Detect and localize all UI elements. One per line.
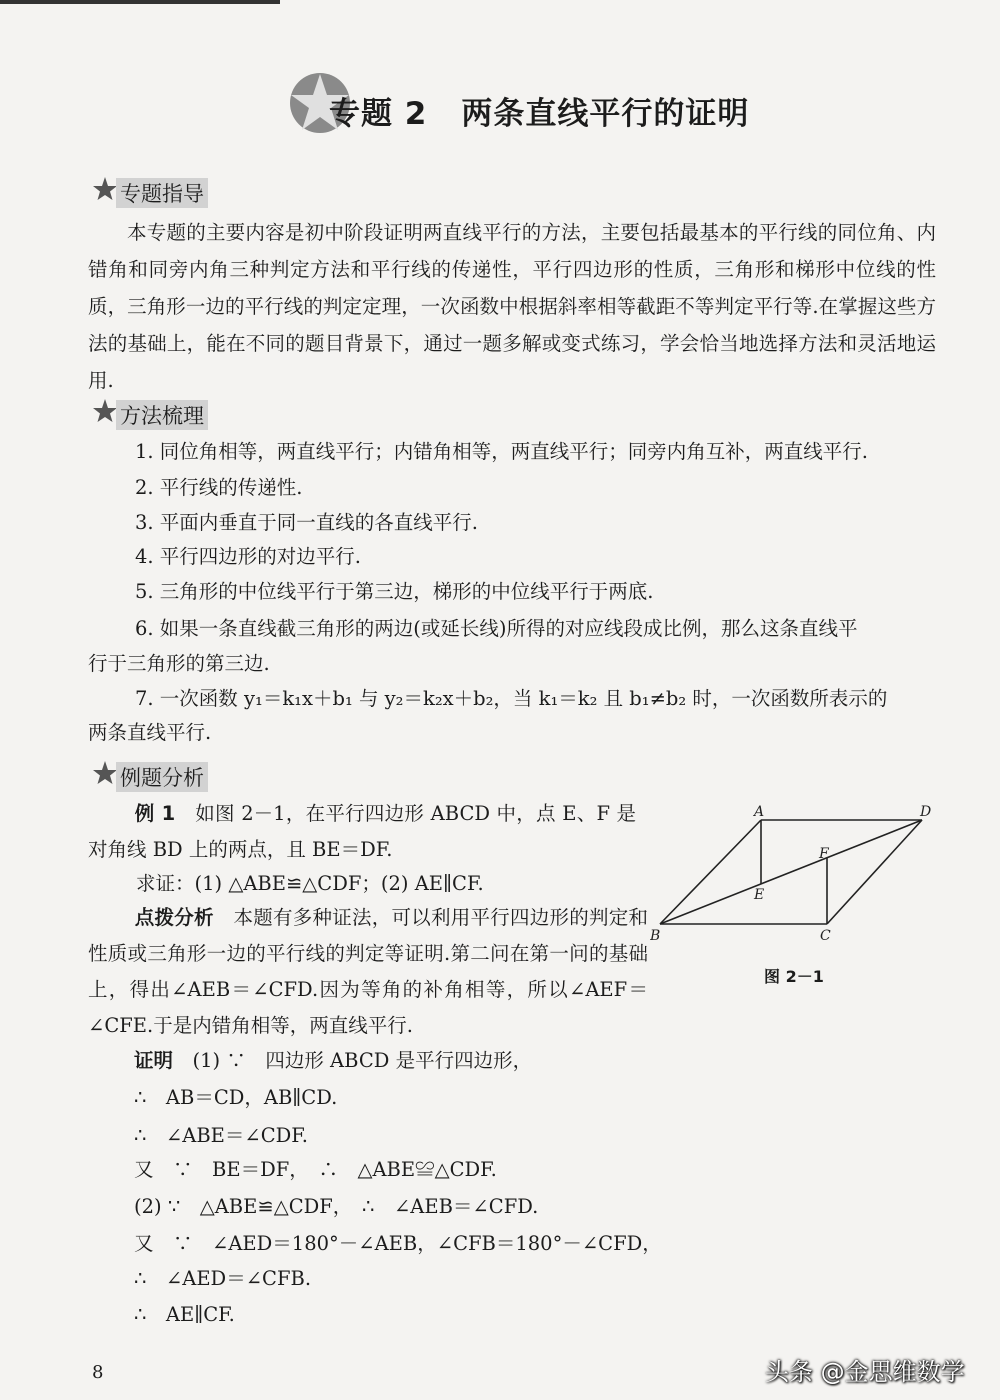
analysis-paragraph <box>88 900 648 1044</box>
method-item: 3. 平面内垂直于同一直线的各直线平行. <box>135 511 479 534</box>
label-d: D <box>920 804 932 820</box>
diagonal-bd <box>660 820 922 924</box>
example-label: 例 1 <box>134 802 176 825</box>
section-label: 方法梳理 <box>116 400 208 430</box>
label-f: F <box>819 846 829 862</box>
method-item: 6. 如果一条直线截三角形的两边(或延长线)所得的对应线段成比例，那么这条直线平 <box>135 617 858 640</box>
proof-line: ∴ ∠AED＝∠CFB. <box>134 1267 312 1290</box>
method-item-continued: 两条直线平行. <box>88 721 212 744</box>
proof-text: (1) ∵ 四边形 ABCD 是平行四边形， <box>192 1049 533 1072</box>
guide-paragraph: 本专题的主要内容是初中阶段证明两直线平行的方法，主要包括最基本的平行线的同位角、内错角和同旁内角三种判定方法和平行线的传递性，平行四边形的性质，三角形和梯形中位线的性质，三角形一边的平行线的判定定理，一次函数中根据斜率相等截距不等判定平行等.在掌握这些方法的基础上，能在不同的题目背景下，通过一题多解或变式练习，学会恰当地选择方法和灵活地运用. <box>88 221 936 392</box>
proof-line: ∴ AE∥CF. <box>134 1303 235 1326</box>
section-label: 专题指导 <box>116 178 208 208</box>
topic-title: 两条直线平行的证明 <box>461 96 750 132</box>
method-item: 1. 同位角相等，两直线平行；内错角相等，两直线平行；同旁内角互补，两直线平行. <box>135 440 869 463</box>
top-edge-cutoff <box>0 0 280 4</box>
parallelogram-figure <box>650 800 950 950</box>
watermark: 头条 @金思维数学 <box>765 1358 965 1386</box>
side-dc <box>827 820 922 924</box>
example-statement <box>88 796 636 868</box>
label-b: B <box>650 928 661 944</box>
method-item-continued: 行于三角形的第三边. <box>88 652 270 675</box>
label-a: A <box>754 804 765 820</box>
proof-line: ∴ ∠ABE＝∠CDF. <box>134 1124 308 1147</box>
proof-label: 证明 <box>134 1049 174 1072</box>
method-item: 2. 平行线的传递性. <box>135 476 303 499</box>
topic-number: 专题 2 <box>329 96 428 132</box>
proof-line: (2) ∵ △ABE≌△CDF， ∴ ∠AEB＝∠CFD. <box>134 1195 539 1218</box>
analysis-label: 点拨分析 <box>134 906 214 929</box>
figure-caption: 图 2－1 <box>764 967 824 986</box>
method-item: 4. 平行四边形的对边平行. <box>135 545 362 568</box>
example-text: 如图 2－1，在平行四边形 ABCD 中，点 E、F 是对角线 BD 上的两点，且 BE＝DF. <box>88 802 637 861</box>
section-label: 例题分析 <box>116 762 208 792</box>
star-icon <box>92 760 118 786</box>
proof-first-line <box>134 1046 532 1076</box>
star-icon <box>92 176 118 202</box>
proof-line: ∴ AB＝CD，AB∥CD. <box>134 1086 338 1109</box>
method-item: 7. 一次函数 y₁＝k₁x＋b₁ 与 y₂＝k₂x＋b₂，当 k₁＝k₂ 且 b₁≠b₂ 时，一次函数所表示的 <box>135 687 888 710</box>
label-c: C <box>820 928 831 944</box>
side-ab <box>660 820 761 924</box>
example-prove: 求证：(1) △ABE≌△CDF；(2) AE∥CF. <box>136 872 484 895</box>
title-text <box>329 88 749 133</box>
star-icon <box>92 398 118 424</box>
label-e: E <box>754 887 765 903</box>
proof-line: 又 ∵ ∠AED＝180°－∠AEB，∠CFB＝180°－∠CFD， <box>134 1232 662 1255</box>
page-number: 8 <box>92 1362 104 1383</box>
proof-line: 又 ∵ BE＝DF， ∴ △ABE≌△CDF. <box>134 1158 497 1181</box>
method-item: 5. 三角形的中位线平行于第三边，梯形的中位线平行于两底. <box>135 580 654 603</box>
analysis-text: 本题有多种证法，可以利用平行四边形的判定和性质或三角形一边的平行线的判定等证明.第二问在第一问的基础上，得出∠AEB＝∠CFD.因为等角的补角相等，所以∠AEF＝∠CFE.于是内错角相等，两直线平行. <box>88 906 648 1037</box>
